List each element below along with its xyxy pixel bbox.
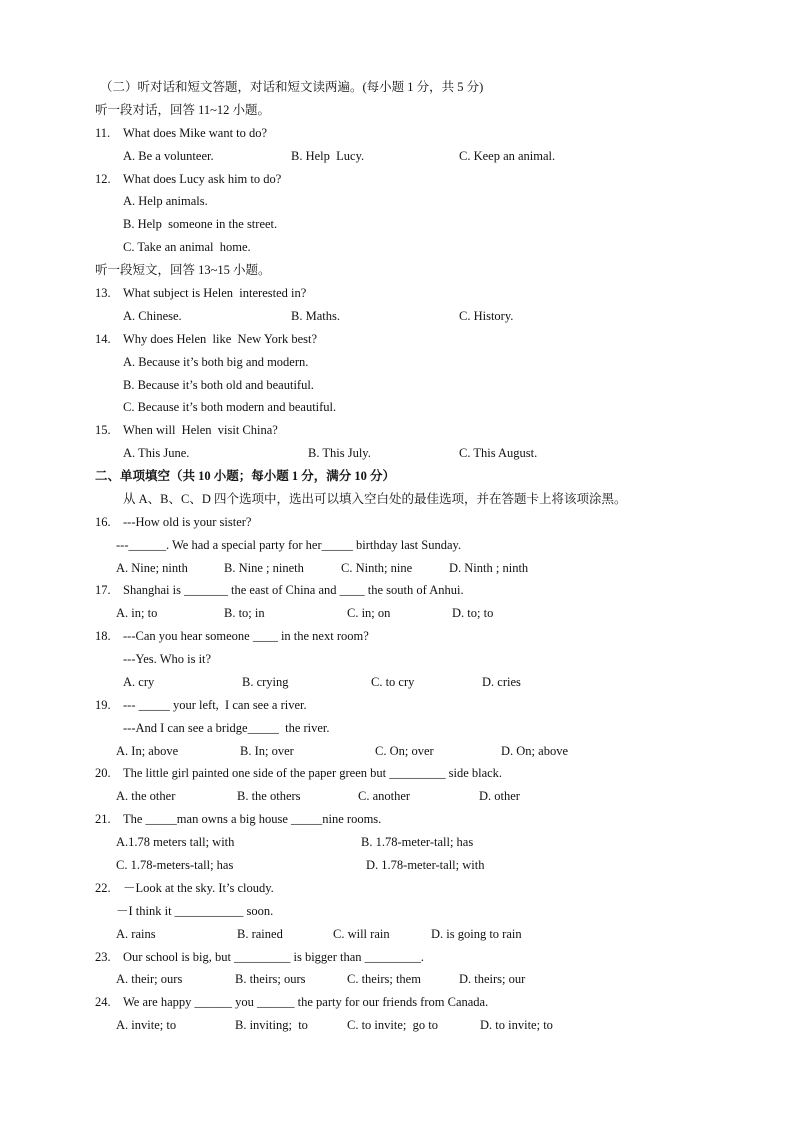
q15-option-c: C. This August. xyxy=(459,446,538,460)
q16-option-a: A. Nine; ninth xyxy=(116,561,188,575)
q20-option-d: D. other xyxy=(479,789,520,803)
q14-option-a: A. Because it’s both big and modern. xyxy=(123,355,309,369)
q16-line2: ---______. We had a special party for her_____ birthday last Sunday. xyxy=(116,538,462,552)
q14-stem: Why does Helen like New York best? xyxy=(123,332,318,346)
q24-number: 24. xyxy=(95,995,111,1009)
q18-line2: ---Yes. Who is it? xyxy=(123,652,212,666)
q20-option-b: B. the others xyxy=(237,789,301,803)
q16-option-b: B. Nine ; nineth xyxy=(224,561,304,575)
q13-number: 13. xyxy=(95,286,111,300)
q18-option-d: D. cries xyxy=(482,675,521,689)
grammar-instruction: 从 A、B、C、D 四个选项中，选出可以填入空白处的最佳选项，并在答题卡上将该项涂黑。 xyxy=(123,492,627,506)
q23-stem: Our school is big, but _________ is bigger than _________. xyxy=(123,950,425,964)
dialogue-instruction: 听一段对话，回答 11~12 小题。 xyxy=(95,103,271,117)
q17-stem: Shanghai is _______ the east of China and ____ the south of Anhui. xyxy=(123,583,464,597)
q19-line1: --- _____ your left, I can see a river. xyxy=(123,698,307,712)
q17-option-c: C. in; on xyxy=(347,606,391,620)
q15-option-a: A. This June. xyxy=(123,446,190,460)
q22-option-b: B. rained xyxy=(237,927,283,941)
q19-option-b: B. In; over xyxy=(240,744,294,758)
q22-option-c: C. will rain xyxy=(333,927,390,941)
q20-stem: The little girl painted one side of the paper green but _________ side black. xyxy=(123,766,503,780)
q14-option-b: B. Because it’s both old and beautiful. xyxy=(123,378,314,392)
q17-option-b: B. to; in xyxy=(224,606,265,620)
q18-line1: ---Can you hear someone ____ in the next room? xyxy=(123,629,369,643)
q11-option-a: A. Be a volunteer. xyxy=(123,149,214,163)
q22-option-d: D. is going to rain xyxy=(431,927,522,941)
q23-option-a: A. their; ours xyxy=(116,972,183,986)
q20-number: 20. xyxy=(95,766,111,780)
q11-option-b: B. Help Lucy. xyxy=(291,149,365,163)
q11-option-c: C. Keep an animal. xyxy=(459,149,556,163)
q23-option-c: C. theirs; them xyxy=(347,972,421,986)
q24-option-a: A. invite; to xyxy=(116,1018,177,1032)
q17-option-a: A. in; to xyxy=(116,606,158,620)
q11-number: 11. xyxy=(95,126,111,140)
q13-stem: What subject is Helen interested in? xyxy=(123,286,307,300)
q14-option-c: C. Because it’s both modern and beautiful. xyxy=(123,400,337,414)
q16-option-c: C. Ninth; nine xyxy=(341,561,413,575)
q15-stem: When will Helen visit China? xyxy=(123,423,278,437)
q17-option-d: D. to; to xyxy=(452,606,494,620)
q18-option-b: B. crying xyxy=(242,675,289,689)
q12-stem: What does Lucy ask him to do? xyxy=(123,172,282,186)
q21-option-b: B. 1.78-meter-tall; has xyxy=(361,835,474,849)
passage-instruction: 听一段短文，回答 13~15 小题。 xyxy=(95,263,271,277)
q23-option-d: D. theirs; our xyxy=(459,972,526,986)
q21-option-c: C. 1.78-meters-tall; has xyxy=(116,858,234,872)
q18-option-c: C. to cry xyxy=(371,675,415,689)
q13-option-a: A. Chinese. xyxy=(123,309,182,323)
q24-option-b: B. inviting; to xyxy=(235,1018,308,1032)
q17-number: 17. xyxy=(95,583,111,597)
q15-number: 15. xyxy=(95,423,111,437)
q11-stem: What does Mike want to do? xyxy=(123,126,268,140)
q12-option-c: C. Take an animal home. xyxy=(123,240,251,254)
q16-number: 16. xyxy=(95,515,111,529)
q19-option-d: D. On; above xyxy=(501,744,568,758)
q22-number: 22. xyxy=(95,881,111,895)
q19-number: 19. xyxy=(95,698,111,712)
q20-option-a: A. the other xyxy=(116,789,176,803)
q24-stem: We are happy ______ you ______ the party for our friends from Canada. xyxy=(123,995,489,1009)
q23-option-b: B. theirs; ours xyxy=(235,972,306,986)
q22-option-a: A. rains xyxy=(116,927,156,941)
q21-option-d: D. 1.78-meter-tall; with xyxy=(366,858,485,872)
q19-option-a: A. In; above xyxy=(116,744,179,758)
grammar-section-title: 二、单项填空（共 10 小题；每小题 1 分，满分 10 分） xyxy=(95,469,396,483)
q23-number: 23. xyxy=(95,950,111,964)
q14-number: 14. xyxy=(95,332,111,346)
q22-line2: －I think it ___________ soon. xyxy=(116,904,274,918)
q24-option-c: C. to invite; go to xyxy=(347,1018,438,1032)
q18-number: 18. xyxy=(95,629,111,643)
q21-option-a: A.1.78 meters tall; with xyxy=(116,835,235,849)
listening-section-title: （二）听对话和短文答题，对话和短文读两遍。(每小题 1 分，共 5 分) xyxy=(100,80,484,94)
q16-option-d: D. Ninth ; ninth xyxy=(449,561,529,575)
q18-option-a: A. cry xyxy=(123,675,155,689)
q21-stem: The _____man owns a big house _____nine rooms. xyxy=(123,812,382,826)
q19-line2: ---And I can see a bridge_____ the river. xyxy=(123,721,330,735)
q12-option-b: B. Help someone in the street. xyxy=(123,217,278,231)
q24-option-d: D. to invite; to xyxy=(480,1018,553,1032)
q22-line1: －Look at the sky. It’s cloudy. xyxy=(123,881,274,895)
q19-option-c: C. On; over xyxy=(375,744,434,758)
q13-option-c: C. History. xyxy=(459,309,514,323)
q12-number: 12. xyxy=(95,172,111,186)
q20-option-c: C. another xyxy=(358,789,411,803)
q16-line1: ---How old is your sister? xyxy=(123,515,252,529)
q15-option-b: B. This July. xyxy=(308,446,371,460)
q13-option-b: B. Maths. xyxy=(291,309,340,323)
q21-number: 21. xyxy=(95,812,111,826)
q12-option-a: A. Help animals. xyxy=(123,194,208,208)
